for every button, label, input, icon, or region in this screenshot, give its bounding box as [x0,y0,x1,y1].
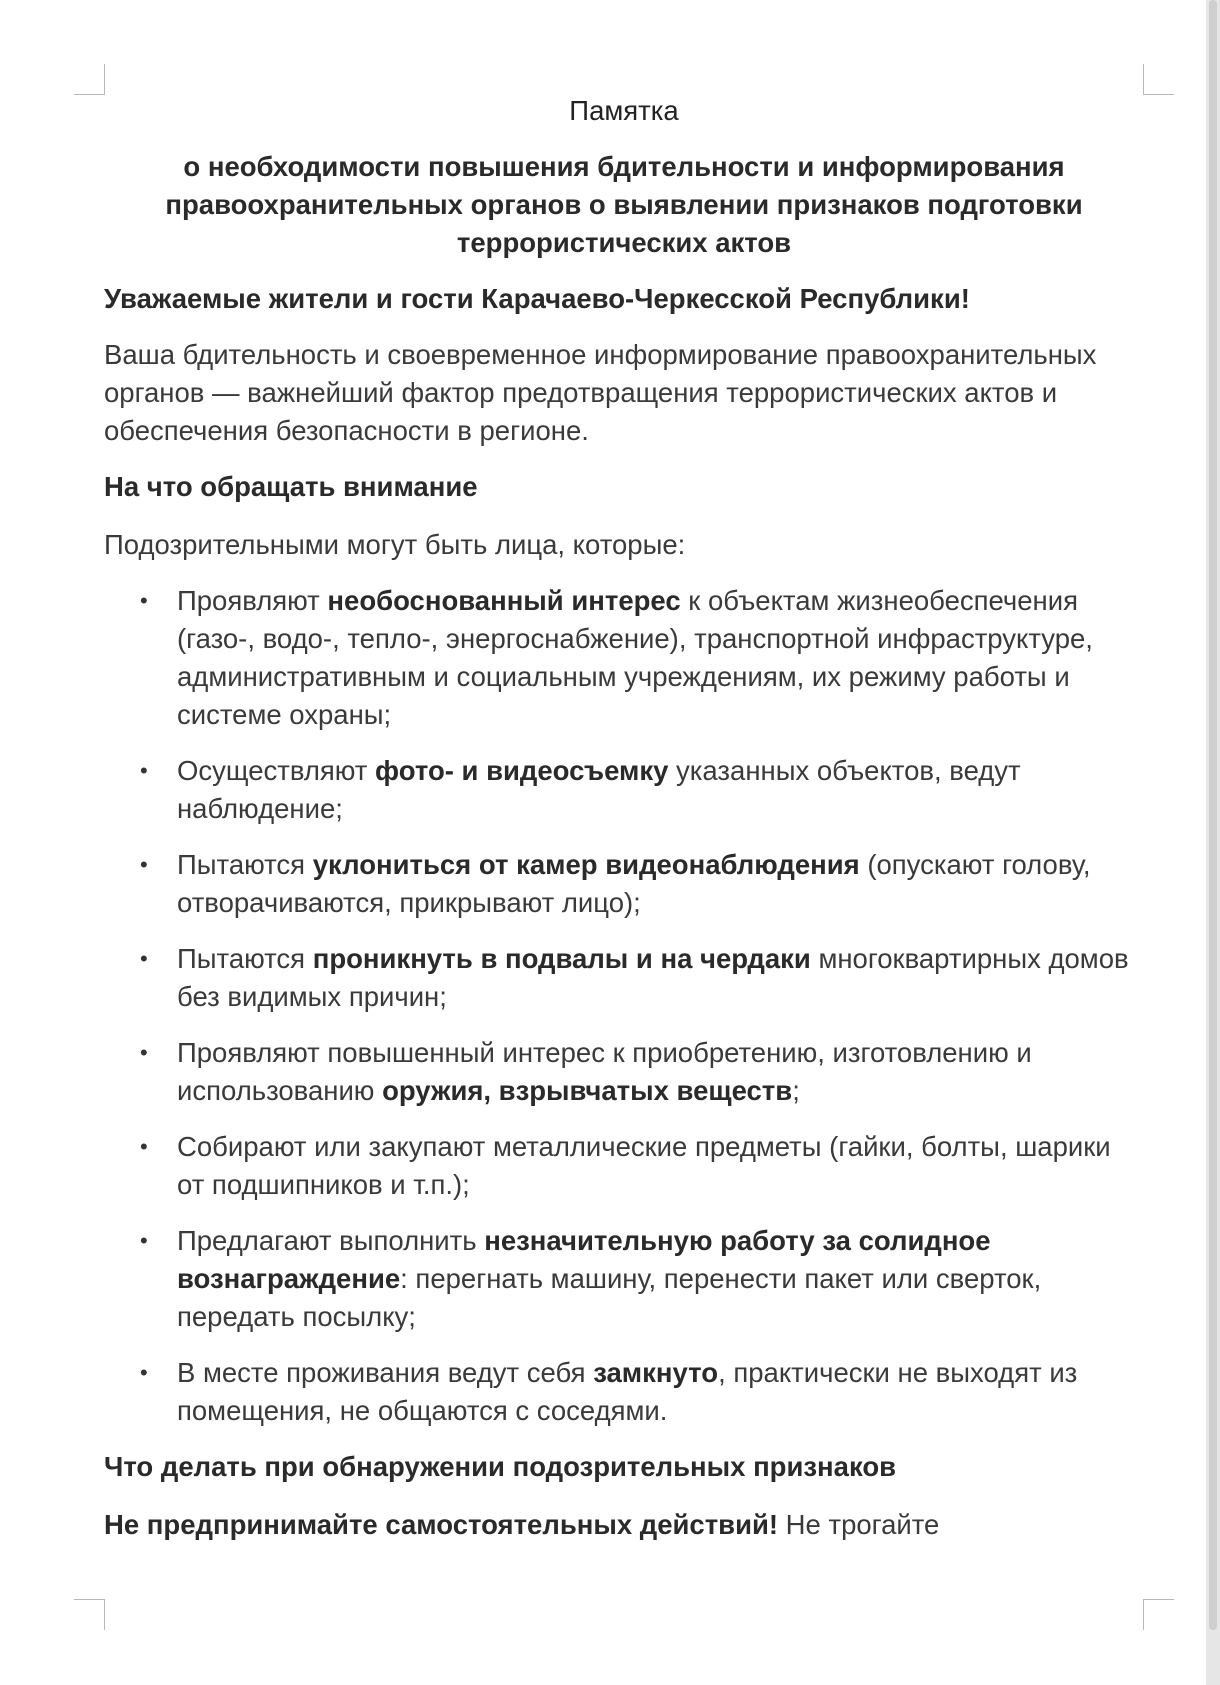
item-text: Проявляют [177,585,328,616]
item-text-rest: многоквартирных домов без видимых причин; [177,943,1129,1012]
item-text-rest: к объектам жизнеобеспечения (газо-, водо-, тепло-, энергоснабжение), транспортной инфраструктуре, административным и социальным учреждениям, их режиму работы и системе охраны; [177,585,1093,730]
item-emphasis: замкнуто [593,1357,719,1388]
bullet-icon: • [140,1360,148,1385]
list-item [104,1128,1144,1204]
crop-mark-bottom-left [74,1599,105,1630]
item-text: Предлагают выполнить [177,1225,485,1256]
crop-mark-bottom-right [1143,1599,1174,1630]
vertical-scrollbar[interactable] [1206,0,1220,1685]
list-item [104,1034,1144,1110]
item-text: Осуществляют [177,755,376,786]
item-emphasis: уклониться от камер видеонаблюдения [312,849,860,880]
section-heading-actions: Что делать при обнаружении подозрительных признаков [104,1451,897,1482]
section-heading-attention: На что обращать внимание [104,471,478,502]
list-item [104,752,1144,828]
item-emphasis: незначительную работу за солидное вознаграждение [177,1225,991,1294]
intro-paragraph: Ваша бдительность и своевременное информирование правоохранительных органов — важнейший фактор предотвращения террористических актов и обеспечения безопасности в регионе. [104,339,1097,446]
bullet-icon: • [140,1040,148,1065]
item-text-rest: ; [792,1075,800,1106]
item-text: Пытаются [177,943,313,974]
document-title: Памятка [569,95,679,126]
item-text: Проявляют повышенный интерес к приобретению, изготовлению и использованию [177,1037,1032,1106]
final-emphasis: Не предпринимайте самостоятельных действий! [104,1509,779,1540]
crop-mark-top-right [1143,64,1174,95]
item-emphasis: фото- и видеосъемку [375,755,669,786]
bullet-icon: • [140,758,148,783]
item-text-rest: : перегнать машину, перенести пакет или сверток, передать посылку; [177,1263,1042,1332]
item-text-rest: , практически не выходят из помещения, не общаются с соседями. [177,1357,1078,1426]
list-item [104,582,1144,734]
bullet-icon: • [140,852,148,877]
bullet-icon: • [140,946,148,971]
item-text-rest: (опускают голову, отворачиваются, прикрывают лицо); [177,849,1091,918]
item-text: Собирают или закупают металлические предметы (гайки, болты, шарики от подшипников и т.п.); [177,1131,1111,1200]
list-item [104,846,1144,922]
document-content [104,92,1144,1544]
final-text: Не трогайте [778,1509,940,1540]
bullet-icon: • [140,588,148,613]
bullet-icon: • [140,1228,148,1253]
item-text: Пытаются [177,849,313,880]
crop-mark-top-left [74,64,105,95]
item-emphasis: необоснованный интерес [327,585,681,616]
item-text: В месте проживания ведут себя [177,1357,594,1388]
suspicious-signs-list [104,582,1144,1430]
list-item [104,1354,1144,1430]
scrollbar-thumb[interactable] [1209,0,1217,1630]
bullet-icon: • [140,1134,148,1159]
document-subtitle: о необходимости повышения бдительности и информирования правоохранительных органов о выявлении признаков подготовки террористических актов [165,151,1083,258]
list-item [104,940,1144,1016]
final-paragraph [104,1506,1144,1544]
greeting: Уважаемые жители и гости Карачаево-Черкесской Республики! [104,283,970,314]
item-emphasis: проникнуть в подвалы и на чердаки [312,943,811,974]
item-text-rest: указанных объектов, ведут наблюдение; [177,755,1021,824]
item-emphasis: оружия, взрывчатых веществ [382,1075,793,1106]
list-item [104,1222,1144,1336]
section-lead: Подозрительными могут быть лица, которые: [104,529,686,560]
